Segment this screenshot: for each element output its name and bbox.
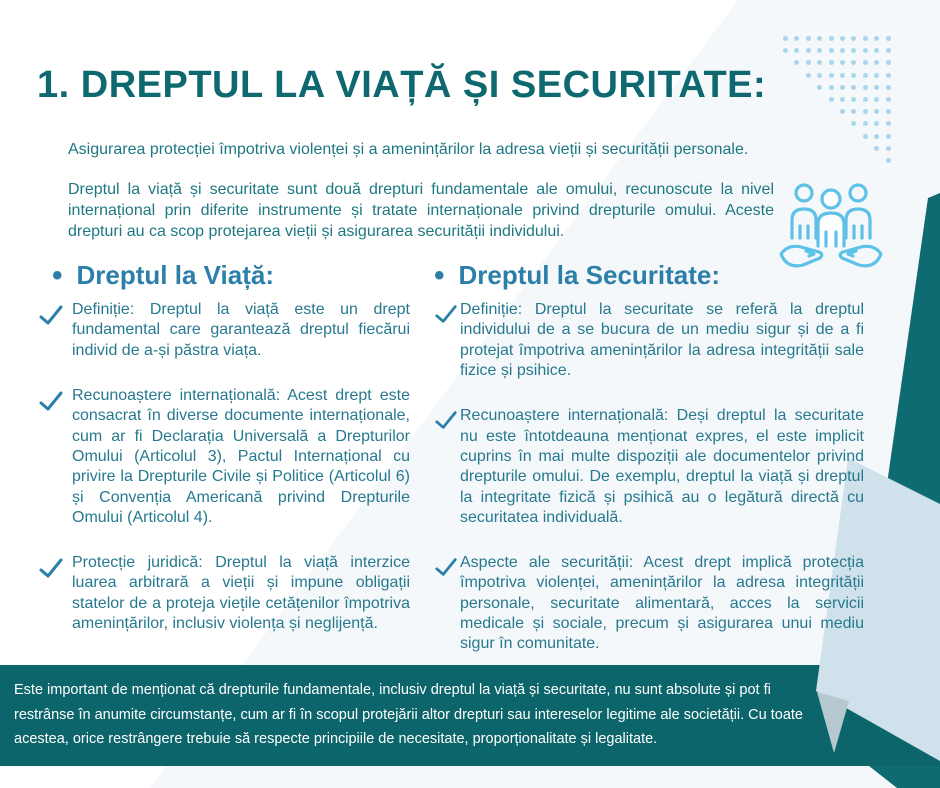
column-heading [36, 260, 422, 291]
list-item-text: Recunoaștere internațională: Deși dreptul la securitate nu este întotdeauna menționat expres, el este implicit cuprins în mai multe dispoziții ale documentelor privind drepturile omului. De exemplu, dreptul la viață și dreptul la integritate fizică și psihică au o legătură directă cu securitatea individuală. [460, 407, 864, 526]
checkmark-icon [434, 406, 460, 528]
list-item [434, 406, 896, 528]
list-item [36, 300, 422, 361]
list-item [434, 553, 896, 655]
checkmark-icon [38, 300, 72, 361]
dots-pattern [783, 36, 908, 186]
list-item-text: Definiție: Dreptul la securitate se referă la dreptul individului de a se bucura de un mediu sigur și de a fi protejat împotriva amenințărilor la adresa integrității sale fizice și psihice. [460, 301, 864, 379]
column-heading-label: Dreptul la Securitate: [458, 260, 721, 290]
bullet-icon: • [52, 258, 63, 292]
column-heading [434, 260, 896, 291]
column-heading-label: Dreptul la Viață: [76, 260, 274, 290]
column-right-to-security [434, 260, 896, 680]
list-item-text: Aspecte ale securității: Acest drept implică protecția împotriva violenței, amenințărilor la adresa integrității personale, securitate alimentară, acces la servicii medicale și sociale, precum și asigurarea unui mediu sigur în comunitate. [460, 554, 864, 653]
list-item-text: Recunoaștere internațională: Acest drept este consacrat în diverse documente internaționale, cum ar fi Declarația Universală a Drepturilor Omului (Articolul 3), Pactul Internațional cu privire la Drepturile Civile și Politice (Articolul 6) și Convenția Americană privind Drepturile Omului (Articolul 4). [72, 386, 410, 526]
list-item-text: Protecție juridică: Dreptul la viață interzice luarea arbitrară a vieții și impune obligații statelor de a proteja viețile cetățenilor împotriva amenințărilor, inclusiv violența și neglijență. [72, 554, 410, 633]
list-item [434, 300, 896, 381]
footer-note: Este important de menționat că drepturile fundamentale, inclusiv dreptul la viață și securitate, nu sunt absolute și pot fi restrânse în anumite circumstanțe, cum ar fi în scopul protejării altor drepturi sau intereselor legitime ale societății. Cu toate acestea, orice restrângere trebuie să respecte principiile de necesitate, proporționalitate și legalitate. [14, 682, 803, 748]
checkmark-icon [38, 553, 72, 634]
bullet-icon: • [434, 258, 445, 292]
column-right-to-life [36, 260, 422, 680]
two-column-list [36, 260, 908, 680]
intro-paragraph: Dreptul la viață și securitate sunt două drepturi fundamentale ale omului, recunoscute la nivel internațional prin diferite instrumente și tratate internaționale privind drepturile omului. Aceste drepturi au ca scop protejarea vieții și asigurarea securității individului. [68, 181, 774, 241]
page-title: 1. DREPTUL LA VIAȚĂ ȘI SECURITATE: [37, 64, 767, 106]
list-item-text: Definiție: Dreptul la viață este un drept fundamental care garantează dreptul fiecărui individ de a-și păstra viața. [72, 301, 410, 359]
checkmark-icon [434, 553, 460, 655]
checkmark-icon [434, 300, 460, 381]
list-item [36, 386, 422, 528]
list-item [36, 553, 422, 634]
checkmark-icon [38, 386, 72, 528]
intro-line: Asigurarea protecției împotriva violenței și a amenințărilor la adresa vieții și securității personale. [68, 141, 749, 158]
